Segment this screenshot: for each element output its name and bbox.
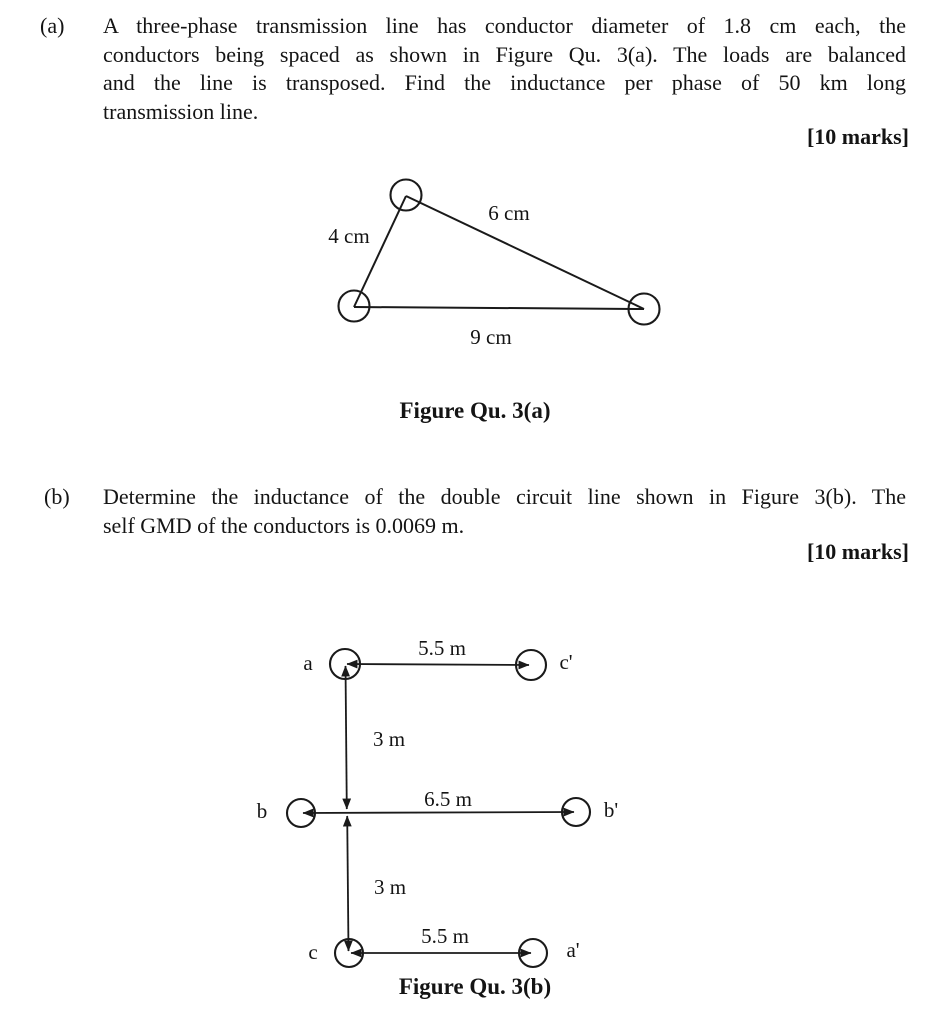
- distance-label-lower-vertical: 3 m: [374, 875, 407, 899]
- conductor-label-c: c: [308, 940, 318, 964]
- distance-label-bottom: 5.5 m: [421, 924, 469, 948]
- question-b-label: (b): [44, 484, 70, 509]
- conductor-label-b: b: [256, 799, 268, 823]
- dimension-arrow-b-to-b-prime: [303, 812, 574, 813]
- question-b-line: self GMD of the conductors is 0.0069 m.: [103, 512, 465, 538]
- figure-qu-3a: [280, 160, 720, 423]
- dimension-arrow-a-to-c-prime: [347, 664, 529, 665]
- question-a-text: [103, 12, 906, 126]
- side-label-4cm: 4 cm: [328, 224, 370, 248]
- question-b-line: Determine the inductance of the double circuit line shown in Figure 3(b). The: [103, 484, 906, 509]
- question-a-label: (a): [40, 13, 65, 38]
- triangle-side-4cm: [354, 196, 406, 307]
- figure-qu-3b-diagram: [230, 598, 670, 978]
- question-a-line: A three-phase transmission line has conductor diameter of 1.8 cm each, the: [103, 13, 906, 38]
- dimension-arrow-middle-to-c: [347, 816, 348, 951]
- distance-label-top: 5.5 m: [418, 636, 466, 660]
- question-a-marks: [10 marks]: [806, 124, 909, 149]
- question-b-text: [103, 483, 906, 540]
- dimension-arrow-a-to-middle: [346, 666, 347, 809]
- distance-label-upper-vertical: 3 m: [373, 727, 406, 751]
- conductor-label-c-prime: c': [559, 650, 573, 674]
- side-label-9cm: 9 cm: [470, 325, 512, 349]
- figure-qu-3b-caption: Figure Qu. 3(b): [398, 974, 552, 999]
- conductor-label-b-prime: b': [603, 798, 619, 822]
- question-a-line: and the line is transposed. Find the inductance per phase of 50 km long: [103, 70, 906, 96]
- figure-qu-3b: [230, 598, 700, 1018]
- conductor-circle-top: [391, 180, 422, 211]
- side-label-6cm: 6 cm: [488, 201, 530, 225]
- conductor-label-a-prime: a': [566, 938, 580, 962]
- triangle-side-9cm: [354, 307, 644, 309]
- question-a-line: conductors being spaced as shown in Figure Qu. 3(a). The loads are balanced: [103, 41, 906, 67]
- figure-qu-3a-diagram: [280, 160, 720, 370]
- question-b-marks: [10 marks]: [806, 539, 909, 564]
- distance-label-middle: 6.5 m: [424, 787, 472, 811]
- figure-qu-3a-caption: Figure Qu. 3(a): [399, 398, 551, 423]
- conductor-label-a: a: [303, 651, 313, 675]
- question-a-line: transmission line.: [103, 98, 259, 124]
